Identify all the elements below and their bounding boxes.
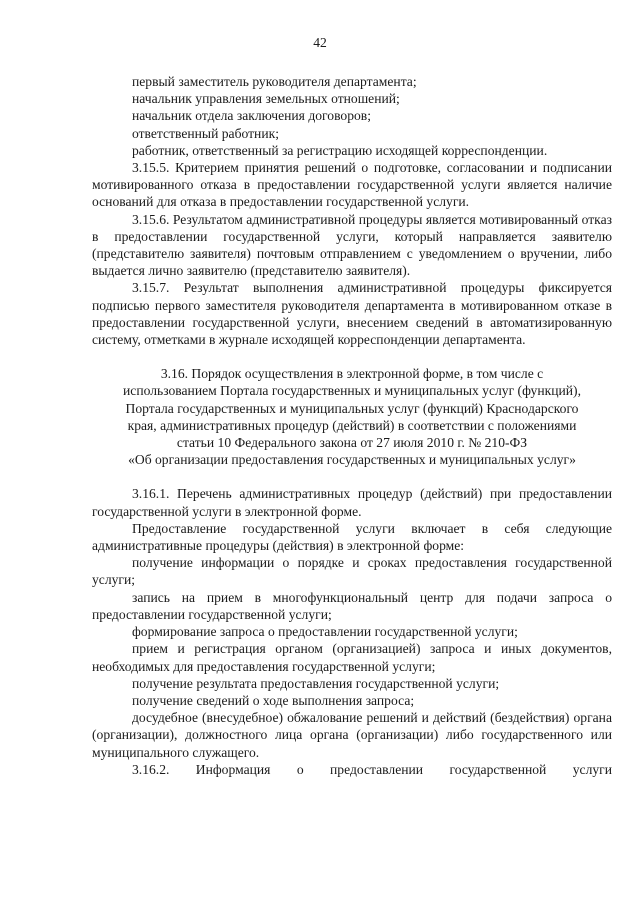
- list-item: запись на прием в многофункциональный центр для подачи запроса о предоставлении государственной услуги;: [92, 589, 612, 622]
- section-heading-3-16: [82, 365, 622, 468]
- spacer: [92, 348, 612, 365]
- paragraph-3-15-7: 3.15.7. Результат выполнения административной процедуры фиксируется подписью первого заместителя руководителя департамента в мотивированном отказе в предоставлении государственной услуги, внесением сведений в автоматизированную систему, отметками в журнале исходящей корреспонденции департамента.: [92, 280, 612, 348]
- list-item: первый заместитель руководителя департамента;: [132, 74, 417, 89]
- list-item: работник, ответственный за регистрацию исходящей корреспонденции.: [132, 142, 548, 158]
- heading-line: 3.16. Порядок осуществления в электронной форме, в том числе с: [160, 366, 544, 382]
- list-item: начальник отдела заключения договоров;: [132, 108, 371, 124]
- list-item: получение сведений о ходе выполнения запроса;: [132, 692, 415, 708]
- paragraph-3-15-6: 3.15.6. Результатом административной процедуры является мотивированный отказ в предоставлении государственной услуги, который направляется заявителю (представителю заявителя) почтовым отправлением с уведомлением о вручении, либо выдается лично заявителю (представителю заявителя).: [92, 211, 612, 279]
- paragraph-intro: Предоставление государственной услуги включает в себя следующие административные процедуры (действия) в электронной форме:: [92, 520, 612, 554]
- list-item: формирование запроса о предоставлении государственной услуги;: [132, 624, 518, 640]
- paragraph-3-16-2: 3.16.2. Информация о предоставлении государственной услуги: [132, 761, 612, 777]
- paragraph-3-15-5: 3.15.5. Критерием принятия решений о подготовке, согласовании и подписании мотивированного отказа в предоставлении государственной услуги является наличие оснований для отказа в предоставлении государственной услуги.: [92, 160, 612, 210]
- list-item: начальник управления земельных отношений;: [132, 91, 400, 107]
- page-content: [92, 73, 612, 778]
- list-item: прием и регистрация органом (организацией) запроса и иных документов, необходимых для предоставления государственной услуги;: [92, 641, 612, 674]
- page-number: 42: [313, 35, 327, 50]
- heading-line: Портала государственных и муниципальных услуг (функций) Краснодарского: [125, 400, 579, 416]
- list-item: получение информации о порядке и сроках предоставления государственной услуги;: [92, 555, 612, 588]
- paragraph-3-16-1: 3.16.1. Перечень административных процедур (действий) при предоставлении государственной услуги в электронной форме.: [92, 486, 612, 519]
- list-item: ответственный работник;: [132, 125, 279, 141]
- heading-line: края, административных процедур (действий) в соответствии с положениями: [127, 417, 577, 433]
- heading-line: статьи 10 Федерального закона от 27 июля 2010 г. № 210-ФЗ: [176, 435, 528, 451]
- list-item: досудебное (внесудебное) обжалование решений и действий (бездействия) органа (организации), должностного лица органа (организации) либо государственного или муниципального служащего.: [92, 710, 612, 760]
- list-item: получение результата предоставления государственной услуги;: [132, 675, 500, 691]
- heading-line: «Об организации предоставления государственных и муниципальных услуг»: [128, 452, 576, 468]
- spacer: [92, 468, 612, 485]
- heading-line: использованием Портала государственных и муниципальных услуг (функций),: [123, 383, 581, 399]
